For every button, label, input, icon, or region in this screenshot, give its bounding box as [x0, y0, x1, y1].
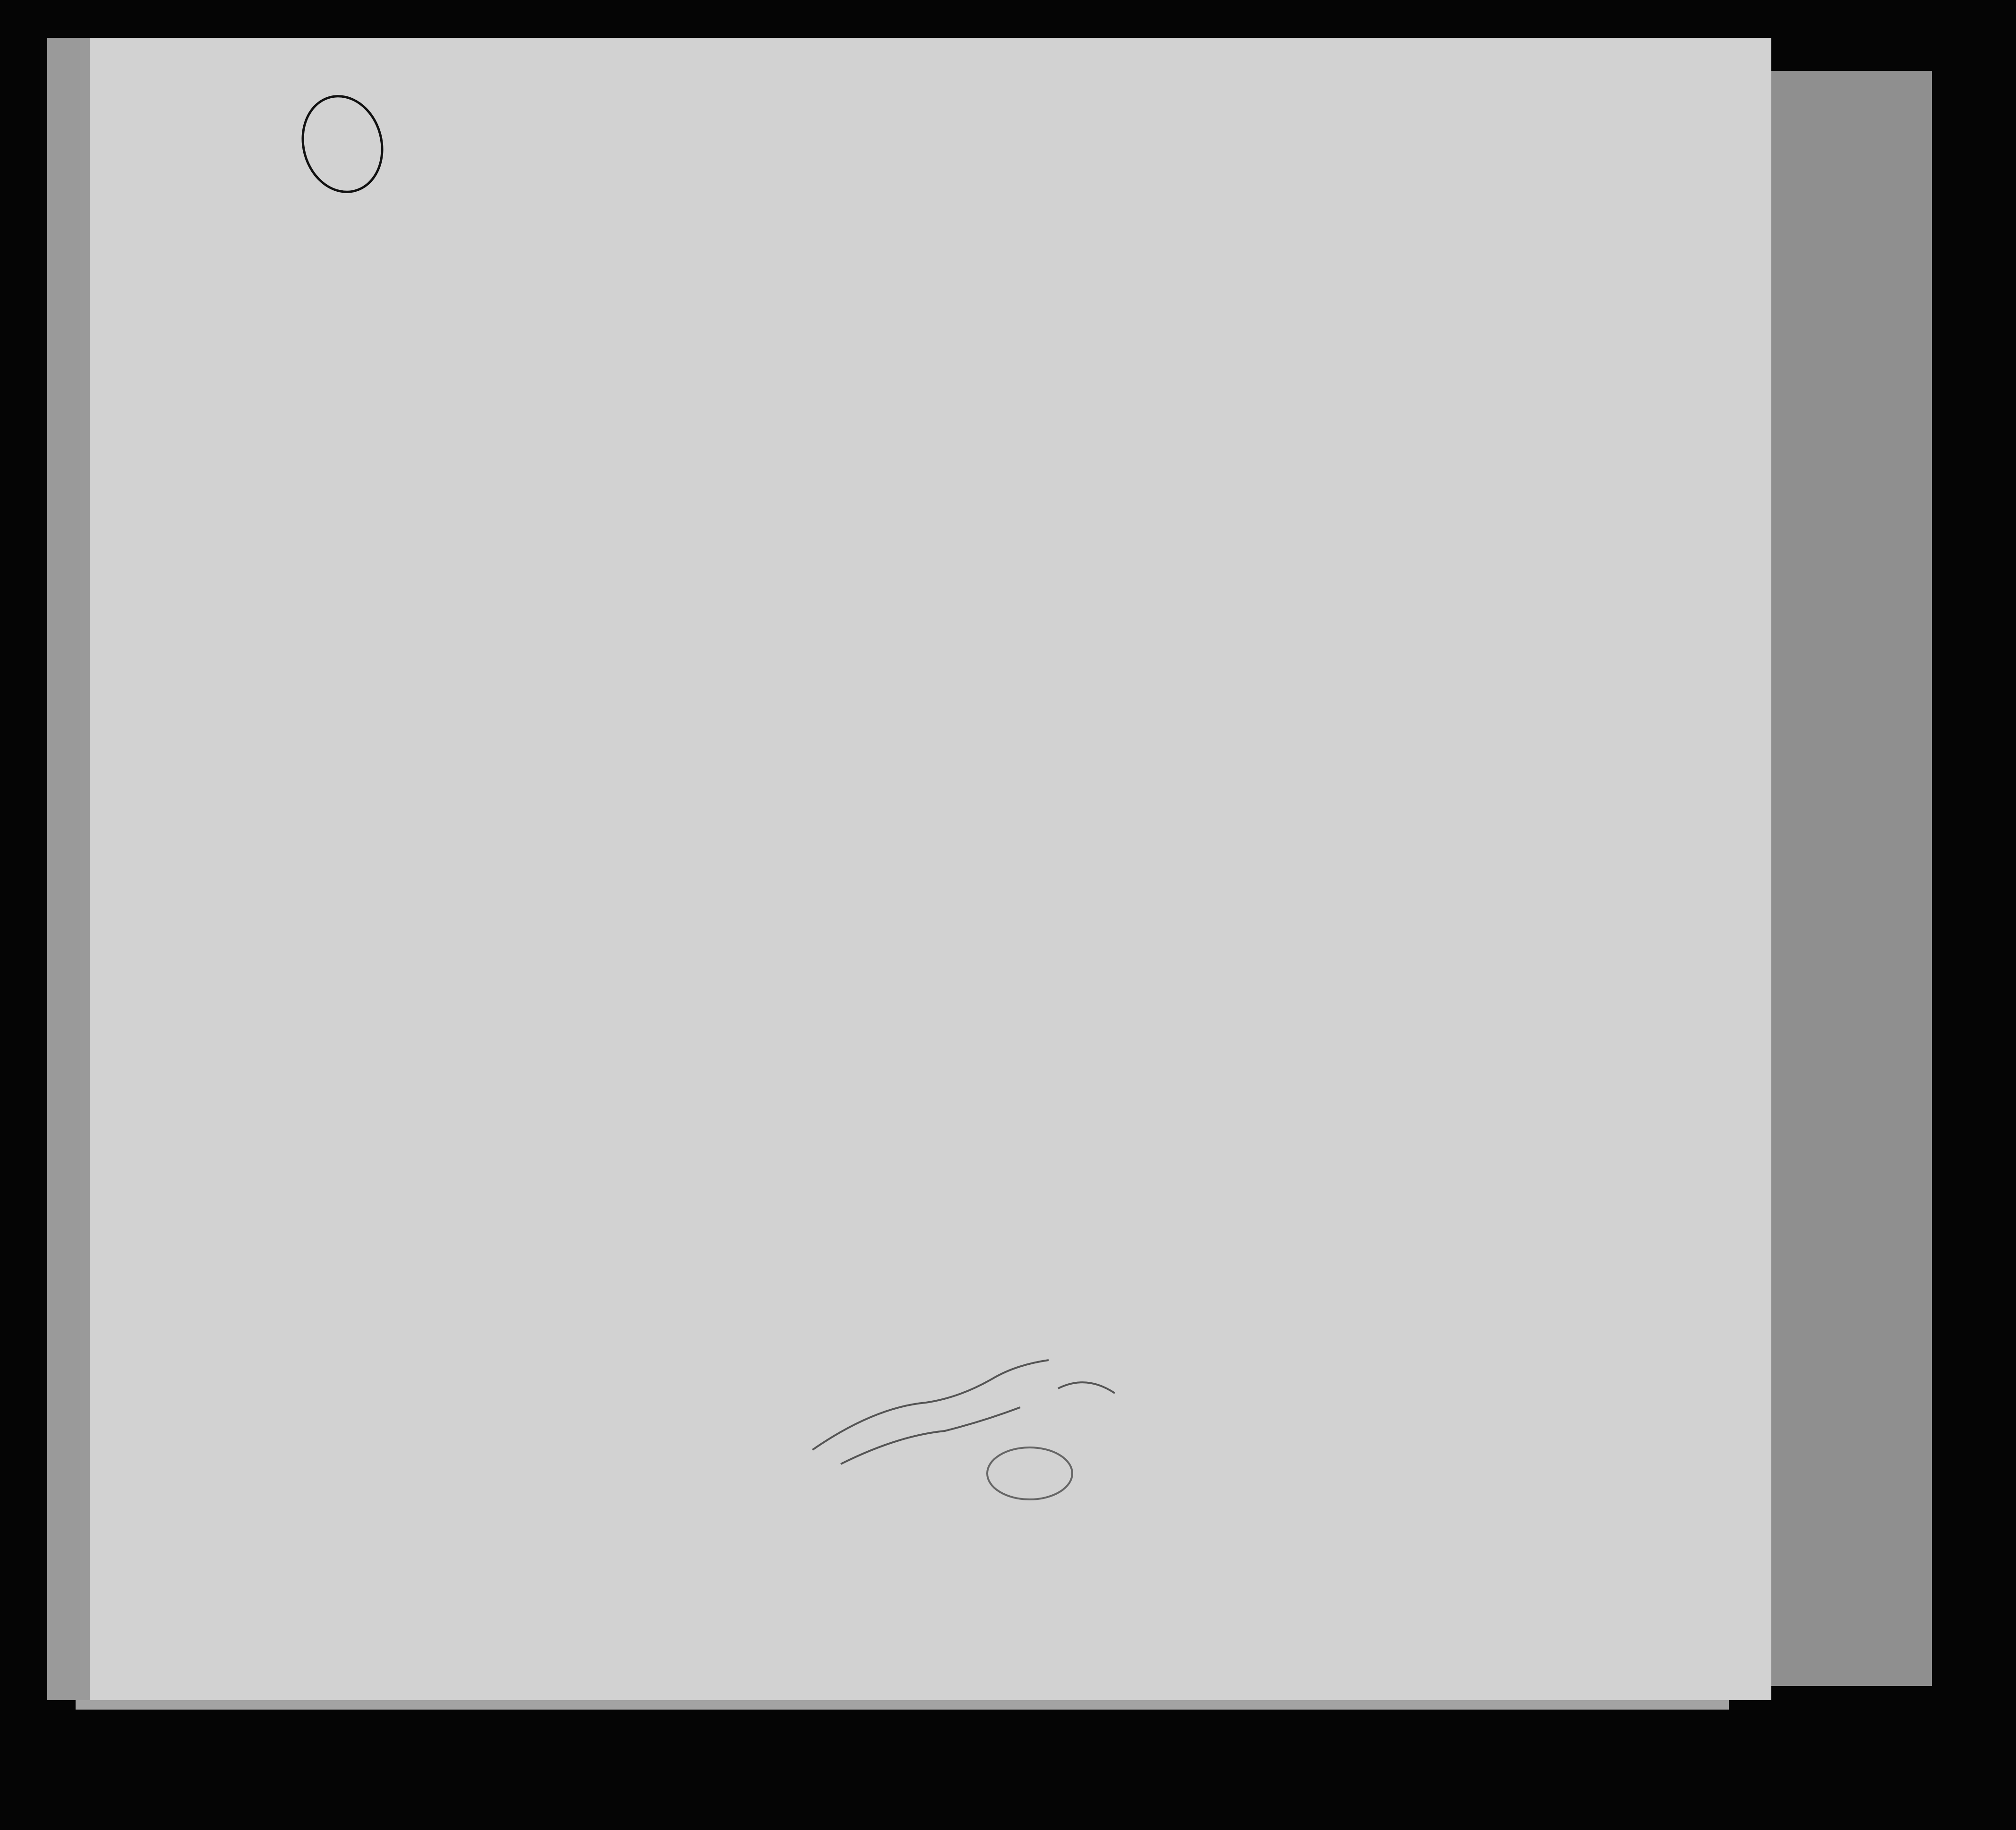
- inspector-signature: [803, 1351, 1134, 1502]
